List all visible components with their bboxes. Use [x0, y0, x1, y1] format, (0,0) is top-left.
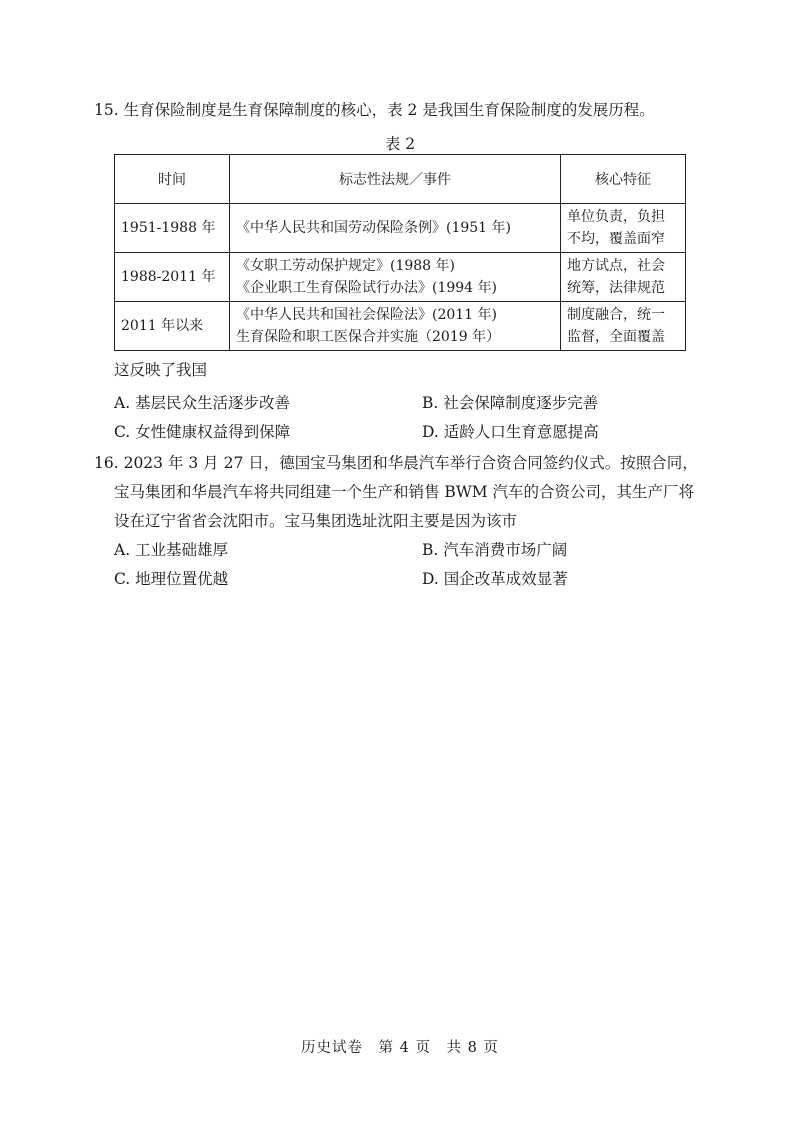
- table-row: [115, 302, 686, 351]
- table-row: [115, 204, 686, 253]
- table-caption: 表 2: [384, 135, 416, 153]
- row-features: [561, 253, 686, 302]
- event-line: 《企业职工生育保险试行办法》(1994 年): [236, 280, 498, 296]
- q16-stem-line3: 设在辽宁省省会沈阳市。宝马集团选址沈阳主要是因为该市: [114, 512, 518, 530]
- q15-stem: 15. 生育保险制度是生育保障制度的核心，表 2 是我国生育保险制度的发展历程。: [94, 101, 655, 119]
- q16-option-d: D. 国企改革成效显著: [422, 570, 568, 588]
- row-events: [230, 302, 561, 351]
- row-events: [230, 204, 561, 253]
- q16-stem-line2: 宝马集团和华晨汽车将共同组建一个生产和销售 BWM 汽车的合资公司，其生产厂将: [114, 483, 695, 501]
- q15-option-c: C. 女性健康权益得到保障: [114, 423, 291, 441]
- q16-option-b: B. 汽车消费市场广阔: [422, 541, 568, 559]
- page-footer: 历史试卷 第 4 页 共 8 页: [301, 1040, 499, 1056]
- q16-stem-line1: 16. 2023 年 3 月 27 日，德国宝马集团和华晨汽车举行合资合同签约仪式。按照合同，: [94, 454, 698, 472]
- feature-line: 单位负责，负担: [567, 209, 665, 225]
- insurance-history-table: [114, 154, 686, 351]
- feature-line: 监督，全面覆盖: [567, 329, 665, 345]
- row-time: 1951-1988 年: [115, 204, 230, 253]
- q15-option-b: B. 社会保障制度逐步完善: [422, 394, 599, 412]
- feature-line: 制度融合，统一: [567, 307, 665, 323]
- row-events: [230, 253, 561, 302]
- table-header-row: [115, 155, 686, 204]
- header-feature: 核心特征: [561, 155, 686, 204]
- q15-after-text: 这反映了我国: [114, 361, 208, 379]
- q15-option-a: A. 基层民众生活逐步改善: [114, 394, 291, 412]
- row-time: 1988-2011 年: [115, 253, 230, 302]
- header-event: 标志性法规／事件: [230, 155, 561, 204]
- event-line: 生育保险和职工医保合并实施（2019 年）: [236, 329, 501, 345]
- event-line: 《女职工劳动保护规定》(1988 年): [236, 258, 456, 274]
- table-row: [115, 253, 686, 302]
- q15-option-d: D. 适龄人口生育意愿提高: [422, 423, 599, 441]
- row-features: [561, 204, 686, 253]
- feature-line: 地方试点，社会: [567, 258, 665, 274]
- q16-option-c: C. 地理位置优越: [114, 570, 229, 588]
- feature-line: 统筹，法律规范: [567, 280, 665, 296]
- event-line: 《中华人民共和国劳动保险条例》(1951 年): [236, 220, 512, 236]
- row-time: 2011 年以来: [115, 302, 230, 351]
- header-time: 时间: [115, 155, 230, 204]
- row-features: [561, 302, 686, 351]
- event-line: 《中华人民共和国社会保险法》(2011 年): [236, 307, 498, 323]
- q16-option-a: A. 工业基础雄厚: [114, 541, 229, 559]
- feature-line: 不均，覆盖面窄: [567, 231, 665, 247]
